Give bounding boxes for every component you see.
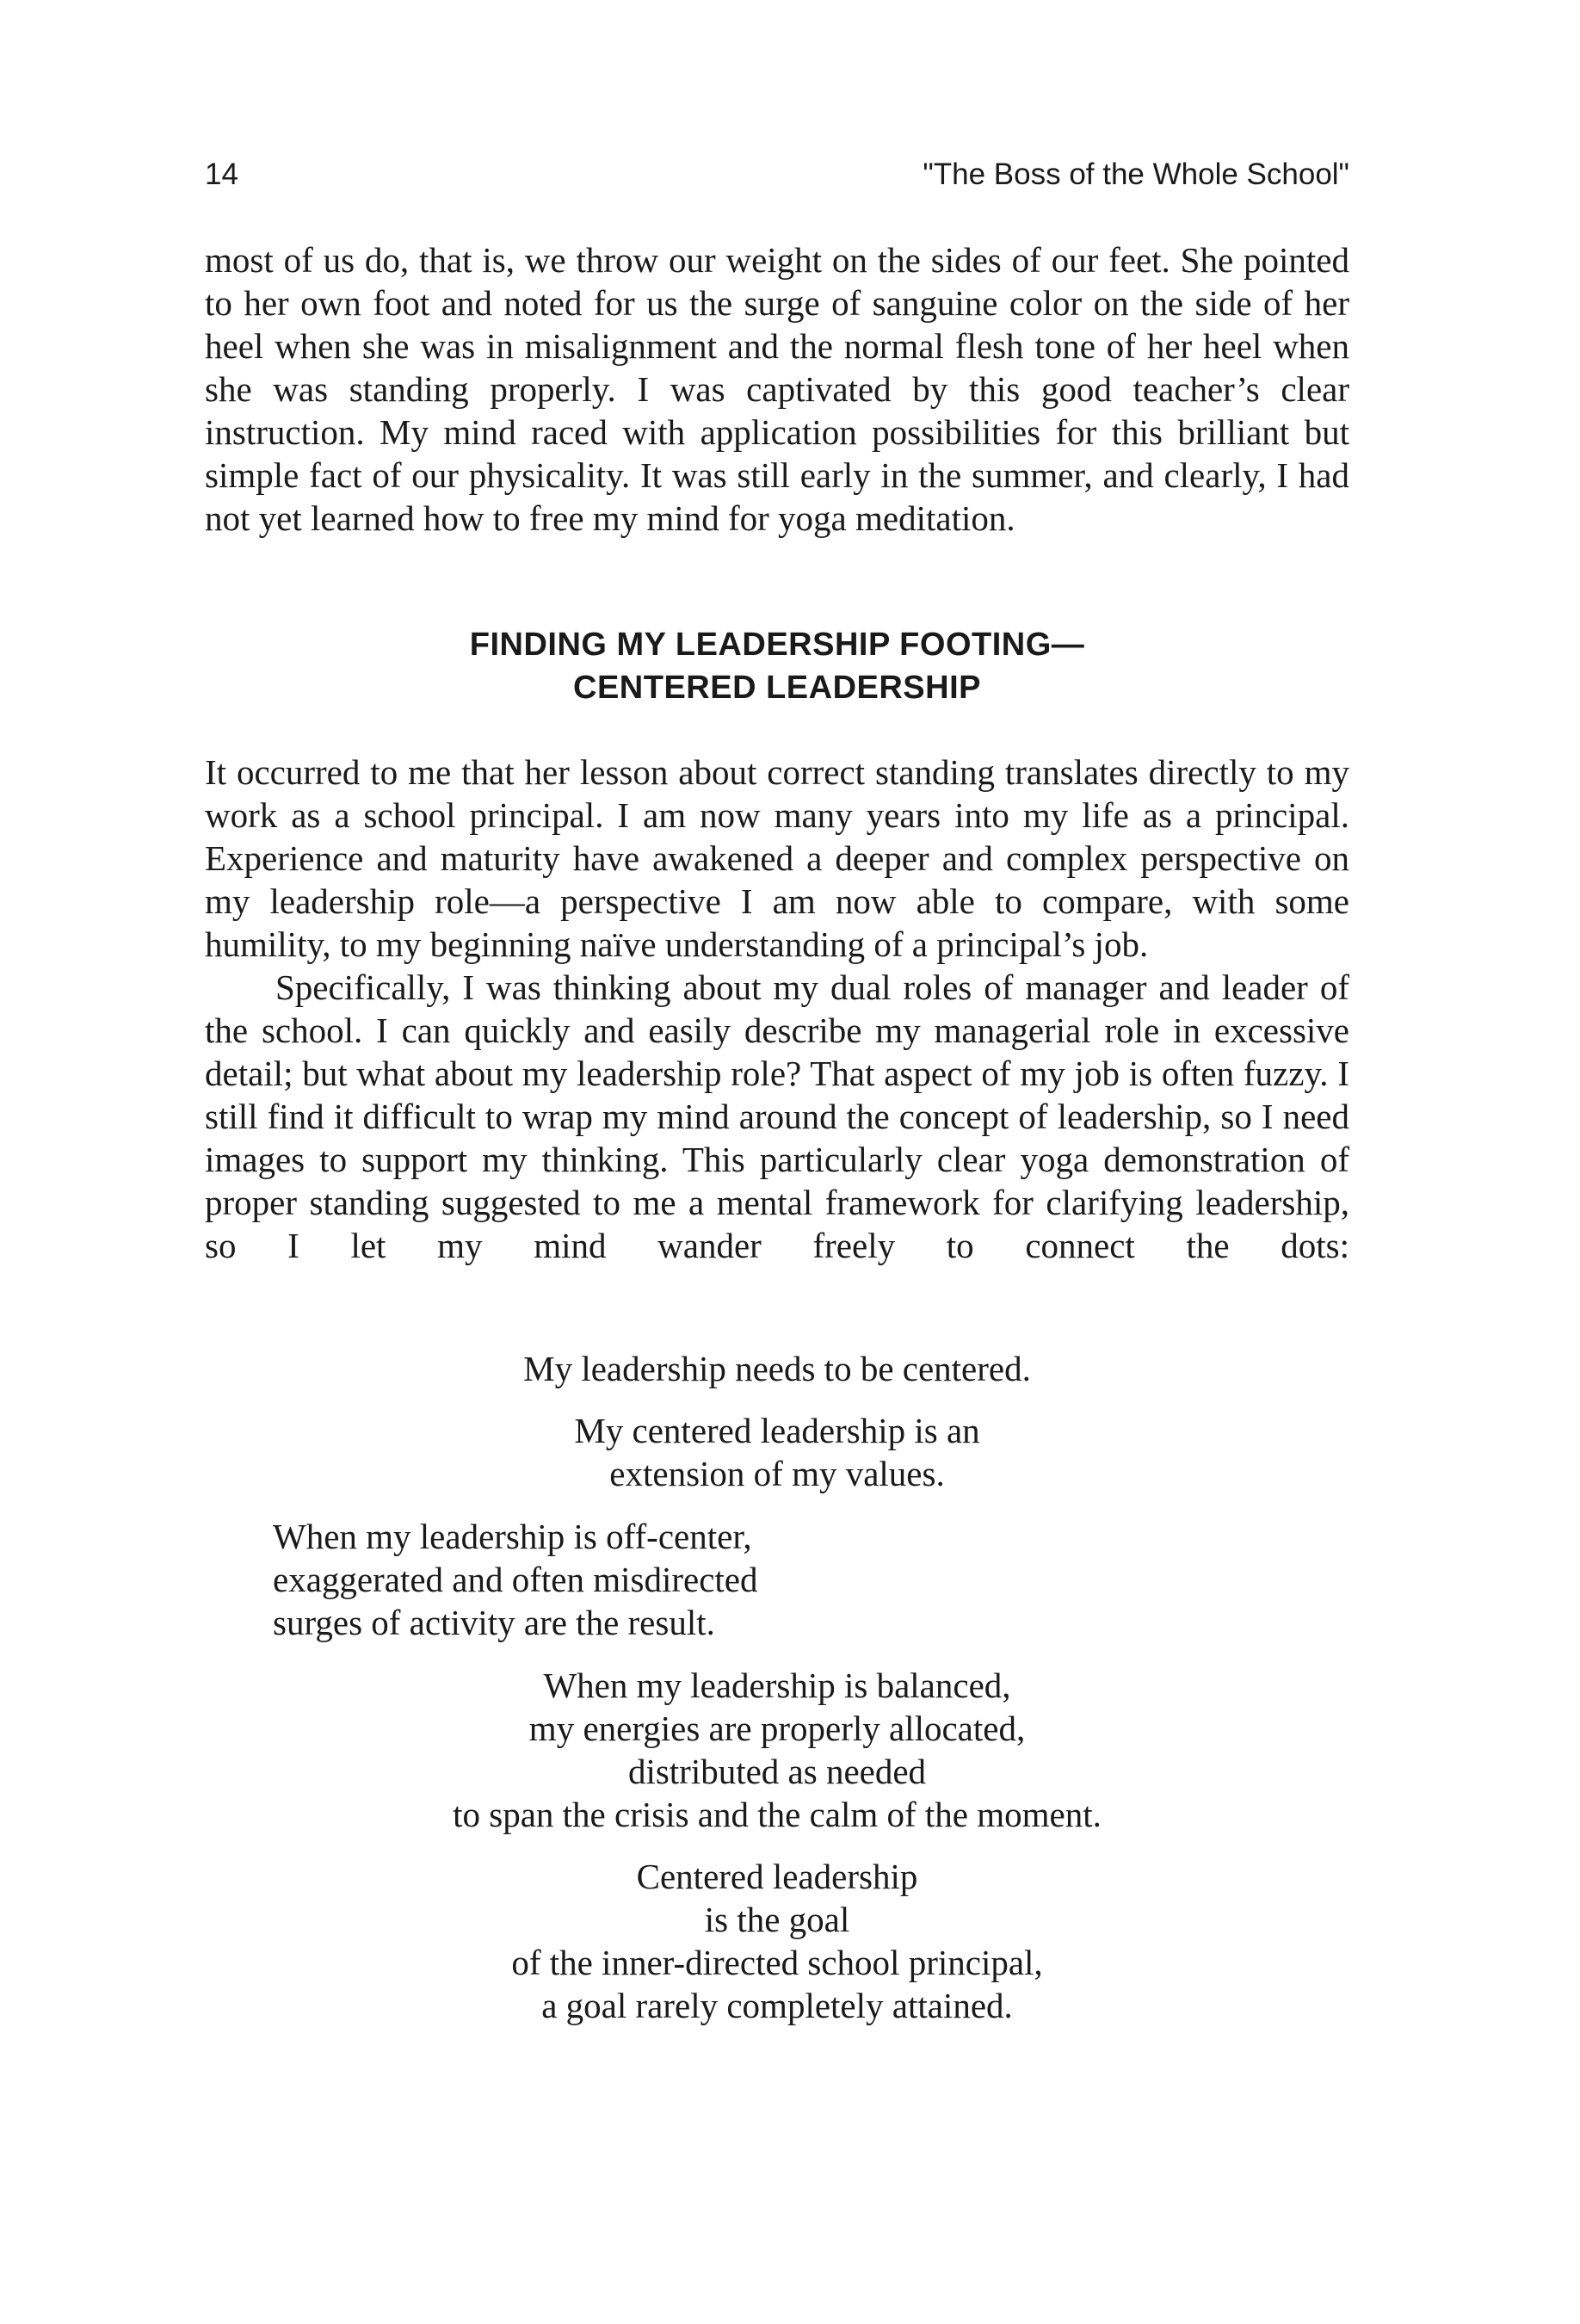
poem-line: When my leadership is balanced,: [543, 1666, 1011, 1705]
poem-stanza-5: [205, 1855, 1349, 2027]
poem-line: extension of my values.: [609, 1454, 945, 1493]
opening-paragraph-block: [205, 238, 1349, 540]
poem-line: my energies are properly allocated,: [528, 1709, 1026, 1748]
section-heading-line-2: CENTERED LEADERSHIP: [573, 670, 981, 706]
poem-line: Centered leadership: [636, 1857, 918, 1896]
poem-line: distributed as needed: [627, 1752, 927, 1791]
poem-line: My centered leadership is an: [574, 1411, 980, 1450]
poem-stanza-2: [205, 1409, 1349, 1495]
opening-paragraph: most of us do, that is, we throw our weight on the sides of our feet. She pointed to her own foot and noted for us the surge of sanguine color on the side of her heel when she was in misalignment and the normal flesh tone of her heel when she was standing properly. I was captivated by this good teacher’s clear instruction. My mind raced with application possibilities for this brilliant but simple fact of our physicality. It was still early in the summer, and clearly, I had not yet learned how to free my mind for yoga meditation.: [205, 240, 1349, 538]
poem-line: When my leadership is off-center,: [273, 1517, 752, 1556]
running-title: "The Boss of the Whole School": [923, 158, 1349, 191]
poem-line: a goal rarely completely attained.: [541, 1986, 1013, 2025]
poem-line: My leadership needs to be centered.: [523, 1349, 1031, 1388]
section-heading-line-1: FINDING MY LEADERSHIP FOOTING—: [469, 627, 1085, 663]
poem-stanza-3: [273, 1515, 758, 1644]
poem-line: exaggerated and often misdirected: [273, 1560, 758, 1599]
page-number: 14: [205, 158, 238, 191]
section-paragraph-1: It occurred to me that her lesson about correct standing translates directly to my work as a school principal. I am now many years into my life as a principal. Experience and maturity have awakened a deeper and complex perspective on my leadership role—a perspective I am now able to compare, with some humility, to my beginning naïve understanding of a principal’s job.: [205, 752, 1349, 964]
poem-line: of the inner-directed school principal,: [511, 1943, 1043, 1982]
poem-stanza-4: [205, 1664, 1349, 1836]
section-paragraph-2: Specifically, I was thinking about my dual roles of manager and leader of the school. I can quickly and easily describe my managerial role in excessive detail; but what about my leadership role? That aspect of my job is often fuzzy. I still find it difficult to wrap my mind around the concept of leadership, so I need images to support my thinking. This particularly clear yoga demonstration of proper standing suggested to me a mental framework for clarifying leadership, so I let my mind wander freely to connect the dots:: [205, 967, 1349, 1265]
poem-line: surges of activity are the result.: [273, 1603, 715, 1642]
poem-stanza-1: [205, 1347, 1349, 1390]
poem-line: to span the crisis and the calm of the moment.: [453, 1795, 1102, 1834]
section-heading: [205, 623, 1349, 709]
running-head: [205, 153, 1349, 196]
section-body: [205, 751, 1349, 1267]
poem-line: is the goal: [704, 1900, 850, 1939]
